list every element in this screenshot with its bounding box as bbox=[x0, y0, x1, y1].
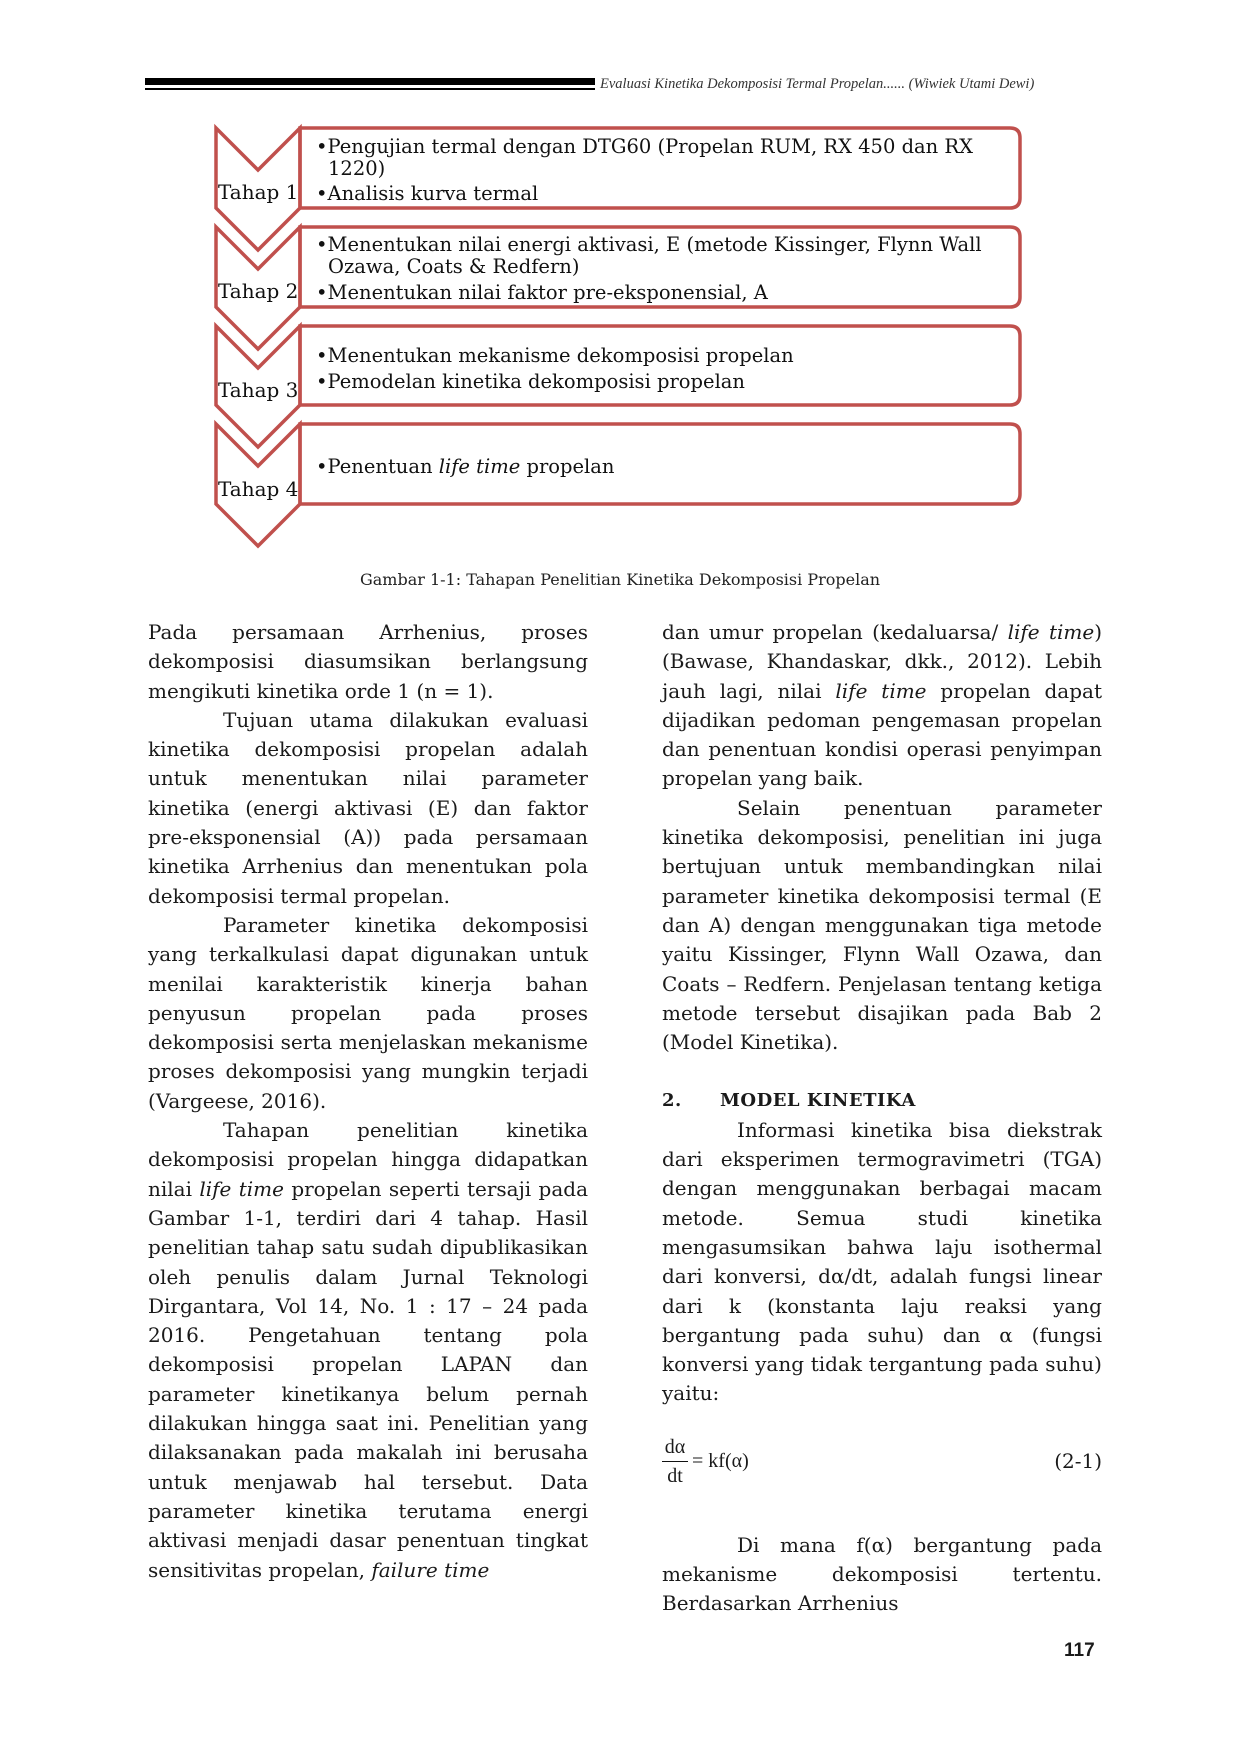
figure-caption: Gambar 1-1: Tahapan Penelitian Kinetika Dekomposisi Propelan bbox=[359, 570, 881, 589]
paragraph: Selain penentuan parameter kinetika dekomposisi, penelitian ini juga bertujuan untuk membandingkan nilai parameter kinetika dekomposisi termal (E dan A) dengan menggunakan tiga metode yaitu Kissinger, Flynn Wall Ozawa, dan Coats – Redfern. Penjelasan tentang ketiga metode tersebut disajikan pada Bab 2 (Model Kinetika). bbox=[662, 795, 1102, 1055]
paragraph: Pada persamaan Arrhenius, proses dekomposisi diasumsikan berlangsung mengikuti kinetika orde 1 (n = 1). bbox=[148, 620, 588, 703]
equation-2-1 bbox=[662, 1429, 1102, 1495]
running-head: Evaluasi Kinetika Dekomposisi Termal Propelan...... (Wiwiek Utami Dewi) bbox=[600, 76, 1035, 92]
right-column bbox=[662, 618, 1102, 1619]
step-1-bullet: •Analisis kurva termal bbox=[316, 182, 539, 205]
paragraph: Tahapan penelitian kinetika dekomposisi propelan hingga didapatkan nilai life time propelan seperti tersaji pada Gambar 1-1, terdiri dari 4 tahap. Hasil penelitian tahap satu sudah dipublikasikan oleh penulis dalam Jurnal Teknologi Dirgantara, Vol 14, No. 1 : 17 – 24 pada 2016. Pengetahuan tentang pola dekomposisi propelan LAPAN dan parameter kinetikanya belum pernah dilakukan hingga saat ini. Penelitian yang dilaksanakan pada makalah ini berusaha untuk menjawab hal tersebut. Data parameter kinetika terutama energi aktivasi menjadi dasar penentuan tingkat sensitivitas propelan, failure time bbox=[148, 1118, 589, 1582]
paragraph: Tujuan utama dilakukan evaluasi kinetika dekomposisi propelan adalah untuk menentukan nilai parameter kinetika (energi aktivasi (E) dan faktor pre-eksponensial (A)) pada persamaan kinetika Arrhenius dan menentukan pola dekomposisi termal propelan. bbox=[148, 707, 588, 908]
paragraph: Parameter kinetika dekomposisi yang terkalkulasi dapat digunakan untuk menilai karakteristik kinerja bahan penyusun propelan pada proses dekomposisi serta menjelaskan mekanisme proses dekomposisi yang mungkin terjadi (Vargeese, 2016). bbox=[148, 912, 588, 1113]
step-4-bullet: •Penentuan life time propelan bbox=[316, 455, 615, 478]
step-2-bullet: •Menentukan nilai faktor pre-eksponensial, A bbox=[316, 281, 768, 304]
step-1-bullet: •Pengujian termal dengan DTG60 (Propelan RUM, RX 450 dan RX bbox=[316, 135, 974, 158]
section-heading: 2. MODEL KINETIKA bbox=[662, 1090, 916, 1112]
equation-label: (2-1) bbox=[1054, 1449, 1102, 1474]
equation-fraction: $\frac{d\alpha}{dt}$ bbox=[662, 1435, 688, 1489]
page-number: 117 bbox=[1064, 1640, 1095, 1661]
step-3-bullet: •Pemodelan kinetika dekomposisi propelan bbox=[316, 370, 745, 393]
left-column bbox=[148, 618, 588, 1585]
paragraph: Informasi kinetika bisa diekstrak dari eksperimen termogravimetri (TGA) dengan menggunakan berbagai macam metode. Semua studi kinetika mengasumsikan bahwa laju isothermal dari konversi, dα/dt, adalah fungsi linear dari k (konstanta laju reaksi yang bergantung pada suhu) dan α (fungsi konversi yang tidak tergantung pada suhu) yaitu: bbox=[662, 1117, 1102, 1406]
step-1-label: Tahap 1 bbox=[218, 180, 299, 204]
step-4-label: Tahap 4 bbox=[218, 477, 299, 501]
paragraph: dan umur propelan (kedaluarsa/ life time) (Bawase, Khandaskar, dkk., 2012). Lebih jauh lagi, nilai life time propelan dapat dijadikan pedoman pengemasan propelan dan penentuan kondisi operasi penyimpan propelan yang baik. bbox=[662, 620, 1102, 791]
flow-diagram bbox=[0, 0, 1240, 560]
step-3-label: Tahap 3 bbox=[218, 378, 299, 402]
step-1-bullet-cont: 1220) bbox=[328, 157, 386, 180]
step-2-label: Tahap 2 bbox=[218, 279, 299, 303]
step-2-bullet: •Menentukan nilai energi aktivasi, E (metode Kissinger, Flynn Wall bbox=[316, 233, 982, 256]
step-3-bullet: •Menentukan mekanisme dekomposisi propelan bbox=[316, 344, 794, 367]
step-2-bullet-cont: Ozawa, Coats & Redfern) bbox=[328, 255, 580, 278]
equation-rhs: = kf(α) bbox=[692, 1450, 749, 1473]
paragraph: Di mana f(α) bergantung pada mekanisme dekomposisi tertentu. Berdasarkan Arrhenius bbox=[662, 1532, 1102, 1616]
